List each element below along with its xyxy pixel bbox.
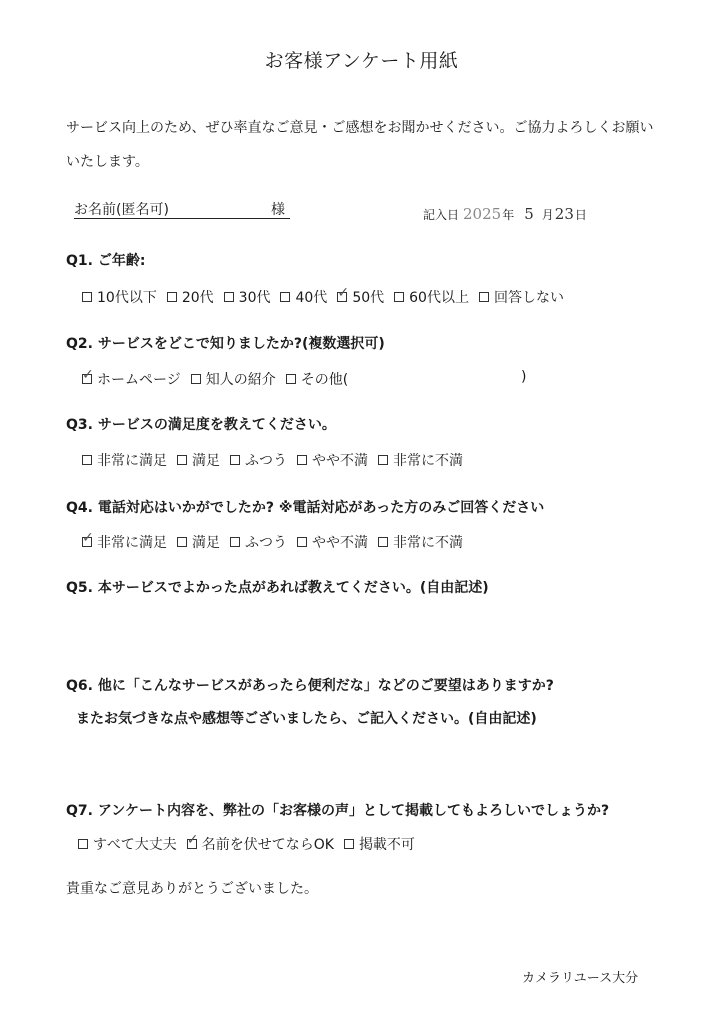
check-mark-icon: ✓ <box>82 530 94 546</box>
checkbox[interactable] <box>378 455 388 465</box>
checkbox[interactable] <box>286 374 296 384</box>
option-label: すべて大丈夫 <box>93 837 177 853</box>
entry-date-year[interactable]: 2025 <box>463 205 502 223</box>
option-label: 回答しない <box>493 290 564 306</box>
checkbox[interactable] <box>280 292 290 302</box>
q3-options <box>82 450 473 470</box>
option-label: やや不満 <box>312 535 368 551</box>
q7-option[interactable] <box>344 834 415 854</box>
q4-option[interactable] <box>82 532 167 552</box>
q3-option[interactable] <box>297 450 368 470</box>
option-label: ふつう <box>245 535 287 551</box>
checkbox[interactable] <box>177 455 187 465</box>
entry-date-day[interactable]: 23 <box>554 205 574 223</box>
q1-option[interactable] <box>82 287 157 307</box>
checkbox[interactable] <box>297 455 307 465</box>
q7-text: Q7. アンケート内容を、弊社の「お客様の声」として掲載してもよろしいでしょうか? <box>66 803 610 819</box>
checkbox[interactable] <box>82 455 92 465</box>
option-label: 名前を伏せてならOK <box>201 837 334 853</box>
q2-option[interactable] <box>286 369 348 389</box>
option-label: ホームページ <box>97 372 181 388</box>
q4-option[interactable] <box>378 532 463 552</box>
company-name: カメラリユース大分 <box>522 971 639 986</box>
option-label: やや不満 <box>312 453 368 469</box>
q3-option[interactable] <box>82 450 167 470</box>
checkbox[interactable] <box>378 537 388 547</box>
option-label: 50代 <box>352 290 385 306</box>
checkbox[interactable] <box>230 455 240 465</box>
q4-options <box>82 532 473 552</box>
q1-option[interactable] <box>167 287 214 307</box>
q2-option[interactable] <box>191 369 276 389</box>
q2-other-close: ) <box>521 369 527 385</box>
q5-text: Q5. 本サービスでよかった点があれば教えてください。(自由記述) <box>66 580 489 596</box>
q3-option[interactable] <box>378 450 463 470</box>
q1-text: Q1. ご年齢: <box>66 253 146 269</box>
form-title: お客様アンケート用紙 <box>264 50 459 72</box>
q1-option[interactable] <box>224 287 271 307</box>
entry-date-month[interactable]: 5 <box>524 205 534 223</box>
option-label: 10代以下 <box>97 290 157 306</box>
q2-options <box>82 369 358 389</box>
entry-date-day-unit: 日 <box>574 208 587 222</box>
q4-text: Q4. 電話対応はいかがでしたか? ※電話対応があった方のみご回答ください <box>66 500 545 516</box>
name-field[interactable] <box>74 218 290 219</box>
option-label: 知人の紹介 <box>205 372 276 388</box>
q1-option[interactable] <box>394 287 469 307</box>
option-label: 非常に満足 <box>97 535 167 551</box>
option-label: 30代 <box>238 290 271 306</box>
q2-text: Q2. サービスをどこで知りましたか?(複数選択可) <box>66 336 385 352</box>
entry-date <box>423 205 587 223</box>
option-label: ふつう <box>245 453 287 469</box>
q3-option[interactable] <box>177 450 220 470</box>
option-label: その他( <box>300 372 349 388</box>
q2-option[interactable] <box>82 369 181 389</box>
checkbox[interactable] <box>337 285 350 302</box>
q3-text: Q3. サービスの満足度を教えてください。 <box>66 417 336 433</box>
checkbox[interactable] <box>82 292 92 302</box>
check-mark-icon: ✓ <box>186 832 199 848</box>
checkbox[interactable] <box>186 832 199 849</box>
checkbox[interactable] <box>82 367 94 384</box>
q3-option[interactable] <box>230 450 287 470</box>
checkbox[interactable] <box>297 537 307 547</box>
option-label: 非常に不満 <box>393 535 463 551</box>
checkbox[interactable] <box>230 537 240 547</box>
q1-options <box>82 287 574 307</box>
checkbox[interactable] <box>394 292 404 302</box>
q6-line-1: Q6. 他に「こんなサービスがあったら便利だな」などのご要望はありますか? <box>66 678 554 694</box>
checkbox[interactable] <box>479 292 489 302</box>
entry-date-month-unit: 月 <box>541 208 554 222</box>
check-mark-icon: ✓ <box>82 367 94 383</box>
q4-option[interactable] <box>230 532 287 552</box>
option-label: 掲載不可 <box>358 837 415 853</box>
name-suffix: 様 <box>271 202 285 218</box>
option-label: 40代 <box>295 290 328 306</box>
checkbox[interactable] <box>177 537 187 547</box>
check-mark-icon: ✓ <box>337 285 350 301</box>
intro-line-1: サービス向上のため、ぜひ率直なご意見・ご感想をお聞かせください。ご協力よろしくお願い <box>66 120 654 136</box>
q4-option[interactable] <box>297 532 368 552</box>
q4-option[interactable] <box>177 532 220 552</box>
q1-option[interactable] <box>479 287 564 307</box>
option-label: 満足 <box>192 535 220 551</box>
checkbox[interactable] <box>191 374 201 384</box>
checkbox[interactable] <box>82 530 94 547</box>
checkbox[interactable] <box>344 839 354 849</box>
q6-line-2: またお気づきな点や感想等ございましたら、ご記入ください。(自由記述) <box>76 711 537 727</box>
option-label: 非常に満足 <box>97 453 167 469</box>
checkbox[interactable] <box>224 292 234 302</box>
q1-option[interactable] <box>280 287 327 307</box>
q1-option[interactable] <box>337 287 384 307</box>
option-label: 満足 <box>192 453 220 469</box>
q7-option[interactable] <box>78 834 177 854</box>
name-label: お名前(匿名可) <box>74 202 169 218</box>
checkbox[interactable] <box>78 839 88 849</box>
option-label: 60代以上 <box>409 290 469 306</box>
option-label: 20代 <box>181 290 214 306</box>
q7-options <box>78 834 425 854</box>
entry-date-year-unit: 年 <box>502 208 515 222</box>
checkbox[interactable] <box>167 292 177 302</box>
option-label: 非常に不満 <box>393 453 463 469</box>
closing-message: 貴重なご意見ありがとうございました。 <box>66 881 318 897</box>
intro-line-2: いたします。 <box>66 154 149 170</box>
entry-date-label: 記入日 <box>423 208 460 222</box>
q7-option[interactable] <box>187 834 334 854</box>
